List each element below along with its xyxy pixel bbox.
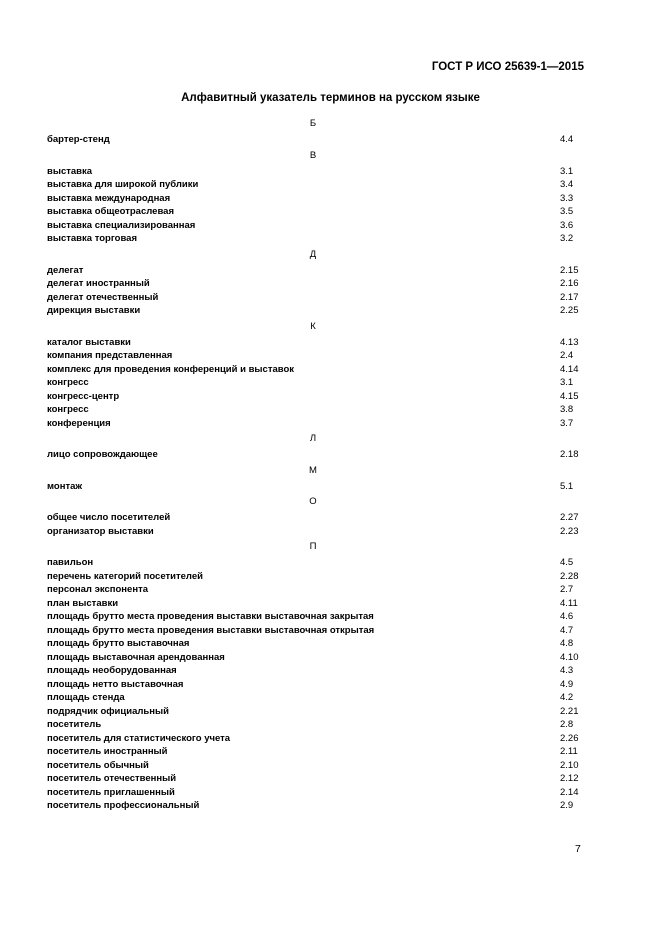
index-entry <box>47 597 579 611</box>
index-term: компания представленная <box>47 350 173 361</box>
index-entry <box>47 165 579 179</box>
index-entry <box>47 525 579 539</box>
index-term: делегат иностранный <box>47 278 150 289</box>
index-term: подрядчик официальный <box>47 705 169 717</box>
index-term: выставка общеотраслевая <box>47 206 174 217</box>
index-term: дирекция выставки <box>47 305 141 316</box>
index-ref: 2.18 <box>560 449 579 460</box>
index-ref: 4.14 <box>560 363 579 375</box>
index-entry <box>47 178 579 192</box>
index-ref: 2.9 <box>560 800 574 811</box>
index-term: конгресс-центр <box>47 390 120 402</box>
index-ref: 2.12 <box>560 773 579 784</box>
index-entry <box>47 376 579 390</box>
index-ref: 2.15 <box>560 264 579 276</box>
index-entry <box>47 480 579 494</box>
index-ref: 2.10 <box>560 759 579 771</box>
index-term: посетитель приглашенный <box>47 786 175 798</box>
index-term: выставка для широкой публики <box>47 179 199 190</box>
index-entry <box>47 705 579 719</box>
index-ref: 3.2 <box>560 233 574 244</box>
index-term: выставка международная <box>47 192 171 204</box>
index-ref: 3.4 <box>560 179 574 190</box>
index-term: посетитель <box>47 719 102 730</box>
index-entry <box>47 637 579 651</box>
index-letter-heading: М <box>309 464 317 476</box>
index-letter-heading: Б <box>309 118 317 129</box>
index-term: выставка <box>47 165 93 177</box>
index-entry <box>47 664 579 678</box>
index-term: площадь выставочная арендованная <box>47 651 225 663</box>
index-entry <box>47 732 579 746</box>
index-ref: 2.28 <box>560 570 579 582</box>
index-term: каталог выставки <box>47 336 131 348</box>
page-number: 7 <box>575 843 581 855</box>
index-term: площадь стенда <box>47 692 125 703</box>
index-entry <box>47 583 579 597</box>
index-entry <box>47 403 579 417</box>
index-term: посетитель отечественный <box>47 773 177 784</box>
index-ref: 2.8 <box>560 719 574 730</box>
index-entry <box>47 205 579 219</box>
index-ref: 4.4 <box>560 134 574 145</box>
index-entry <box>47 772 579 786</box>
index-ref: 3.1 <box>560 377 574 388</box>
index-ref: 3.3 <box>560 192 574 204</box>
index-term: посетитель обычный <box>47 759 149 771</box>
index-term: посетитель профессиональный <box>47 800 200 811</box>
index-entry <box>47 232 579 246</box>
index-ref: 4.8 <box>560 638 574 649</box>
index-entry <box>47 786 579 800</box>
index-entry <box>47 448 579 462</box>
document-code: ГОСТ Р ИСО 25639-1—2015 <box>431 61 584 73</box>
index-entry <box>47 304 579 318</box>
index-term: площадь брутто места проведения выставки выставочная открытая <box>47 624 375 636</box>
index-entry <box>47 610 579 624</box>
index-entry <box>47 691 579 705</box>
index-ref: 2.7 <box>560 584 574 595</box>
index-entry <box>47 799 579 813</box>
index-entry <box>47 133 579 147</box>
index-ref: 2.26 <box>560 732 579 744</box>
index-ref: 4.3 <box>560 665 574 676</box>
index-term: площадь нетто выставочная <box>47 678 184 690</box>
index-ref: 3.7 <box>560 417 574 429</box>
index-entry <box>47 624 579 638</box>
index-term: делегат отечественный <box>47 291 159 303</box>
index-entry <box>47 417 579 431</box>
index-term: павильон <box>47 557 94 568</box>
index-entry <box>47 511 579 525</box>
index-term: перечень категорий посетителей <box>47 570 203 582</box>
index-entry <box>47 349 579 363</box>
index-term: лицо сопровождающее <box>47 449 158 460</box>
index-term: план выставки <box>47 597 119 609</box>
index-title: Алфавитный указатель терминов на русском языке <box>181 92 480 104</box>
index-term: конференция <box>47 417 111 429</box>
index-term: площадь брутто места проведения выставки выставочная закрытая <box>47 611 374 622</box>
index-ref: 3.6 <box>560 219 574 231</box>
index-ref: 4.13 <box>560 336 579 348</box>
index-term: монтаж <box>47 480 83 492</box>
index-entry <box>47 363 579 377</box>
index-entry <box>47 759 579 773</box>
index-ref: 4.2 <box>560 692 574 703</box>
index-term: посетитель иностранный <box>47 746 168 757</box>
index-ref: 2.21 <box>560 705 579 717</box>
index-ref: 4.6 <box>560 611 574 622</box>
term-index <box>47 115 579 813</box>
index-letter-heading: П <box>309 541 317 552</box>
index-entry <box>47 390 579 404</box>
index-term: выставка специализированная <box>47 219 196 231</box>
index-ref: 4.5 <box>560 557 574 568</box>
index-term: общее число посетителей <box>47 512 171 523</box>
index-letter-heading: О <box>309 496 317 507</box>
index-ref: 3.8 <box>560 404 574 415</box>
index-ref: 3.1 <box>560 165 574 177</box>
index-entry <box>47 570 579 584</box>
index-term: выставка торговая <box>47 233 137 244</box>
index-ref: 4.11 <box>560 597 578 609</box>
index-entry <box>47 264 579 278</box>
index-term: площадь необорудованная <box>47 665 177 676</box>
index-entry <box>47 556 579 570</box>
index-ref: 2.14 <box>560 786 579 798</box>
index-entry <box>47 291 579 305</box>
index-entry <box>47 718 579 732</box>
index-entry <box>47 745 579 759</box>
index-letter-heading: Л <box>309 433 317 444</box>
index-ref: 3.5 <box>560 206 574 217</box>
index-ref: 4.15 <box>560 390 579 402</box>
index-entry <box>47 678 579 692</box>
index-letter-heading: В <box>309 149 317 161</box>
index-term: площадь брутто выставочная <box>47 638 190 649</box>
index-term: конгресс <box>47 377 89 388</box>
index-letter-heading: К <box>310 320 316 332</box>
index-letter-heading: Д <box>309 248 317 260</box>
index-term: делегат <box>47 264 84 276</box>
index-ref: 4.7 <box>560 624 574 636</box>
index-ref: 2.25 <box>560 305 579 316</box>
index-ref: 4.10 <box>560 651 579 663</box>
index-ref: 2.23 <box>560 525 579 537</box>
index-entry <box>47 277 579 291</box>
index-ref: 4.9 <box>560 678 574 690</box>
index-ref: 2.17 <box>560 291 579 303</box>
index-entry <box>47 192 579 206</box>
index-term: организатор выставки <box>47 525 154 537</box>
index-term: бартер-стенд <box>47 134 110 145</box>
index-term: персонал экспонента <box>47 584 149 595</box>
index-term: комплекс для проведения конференций и выставок <box>47 363 295 375</box>
index-entry <box>47 336 579 350</box>
index-ref: 2.27 <box>560 512 579 523</box>
index-term: посетитель для статистического учета <box>47 732 231 744</box>
index-ref: 2.4 <box>560 350 574 361</box>
index-ref: 2.11 <box>560 746 578 757</box>
index-ref: 5.1 <box>560 480 574 492</box>
index-term: конгресс <box>47 404 89 415</box>
index-ref: 2.16 <box>560 278 579 289</box>
index-entry <box>47 651 579 665</box>
index-entry <box>47 219 579 233</box>
